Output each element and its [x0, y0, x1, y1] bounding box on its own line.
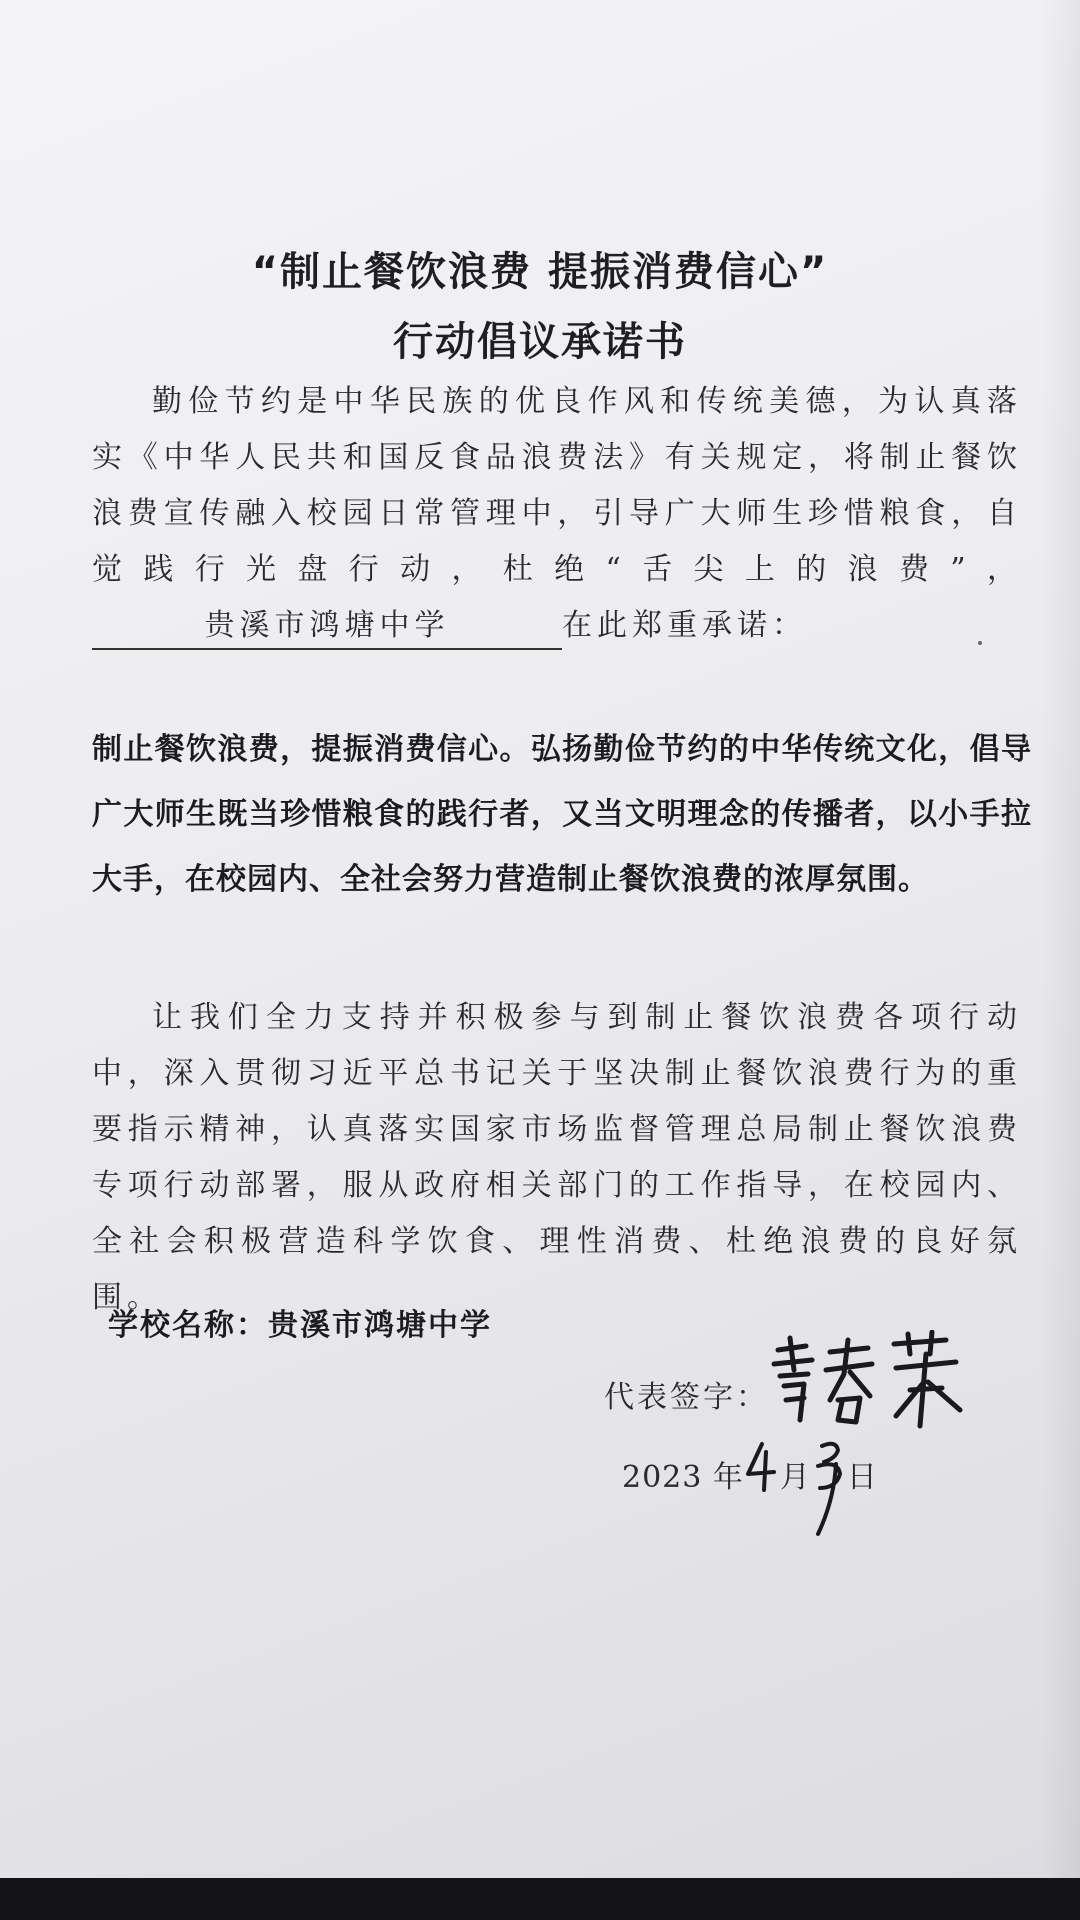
handwritten-signature: [760, 1330, 980, 1440]
filled-school-blank: 贵溪市鸿塘中学: [92, 604, 562, 650]
date-day-unit: 日: [846, 1460, 878, 1495]
background-surface: [0, 1878, 1080, 1920]
intro-text-end: 在此郑重承诺：: [562, 608, 807, 643]
date-month-unit: 月: [779, 1460, 811, 1495]
document-title-line2: 行动倡议承诺书: [393, 319, 687, 365]
closing-paragraph: 让我们全力支持并积极参与到制止餐饮浪费各项行动中，深入贯彻习近平总书记关于坚决制止餐饮浪费行为的重要指示精神，认真落实国家市场监督管理总局制止餐饮浪费专项行动部署，服从政府相关部门的工作指导，在校园内、全社会积极营造科学饮食、理性消费、杜绝浪费的良好氛围。: [92, 1000, 1022, 1315]
commitment-paragraph: 制止餐饮浪费，提振消费信心。弘扬勤俭节约的中华传统文化，倡导广大师生既当珍惜粮食的践行者，又当文明理念的传播者，以小手拉大手，在校园内、全社会努力营造制止餐饮浪费的浓厚氛围。: [92, 732, 1032, 897]
signature-label: 代表签字：: [604, 1380, 769, 1415]
document-title-line1: “制止餐饮浪费 提振消费信心”: [251, 249, 829, 295]
school-name-value: 贵溪市鸿塘中学: [268, 1308, 492, 1343]
date-year-unit: 年: [712, 1460, 744, 1495]
intro-text: 勤俭节约是中华民族的优良作风和传统美德，为认真落实《中华人民共和国反食品浪费法》有关规定，将制止餐饮浪费宣传融入校园日常管理中，引导广大师生珍惜粮食，自觉践行光盘行动，杜绝“舌尖上的浪费”，: [92, 384, 1022, 587]
date-year: 2023: [622, 1460, 703, 1495]
intro-paragraph: [92, 374, 1022, 654]
paper-speck: [978, 641, 982, 645]
school-name-label: 学校名称：: [108, 1308, 268, 1343]
school-name-line: [108, 1300, 492, 1344]
handwritten-date: [740, 1430, 860, 1540]
